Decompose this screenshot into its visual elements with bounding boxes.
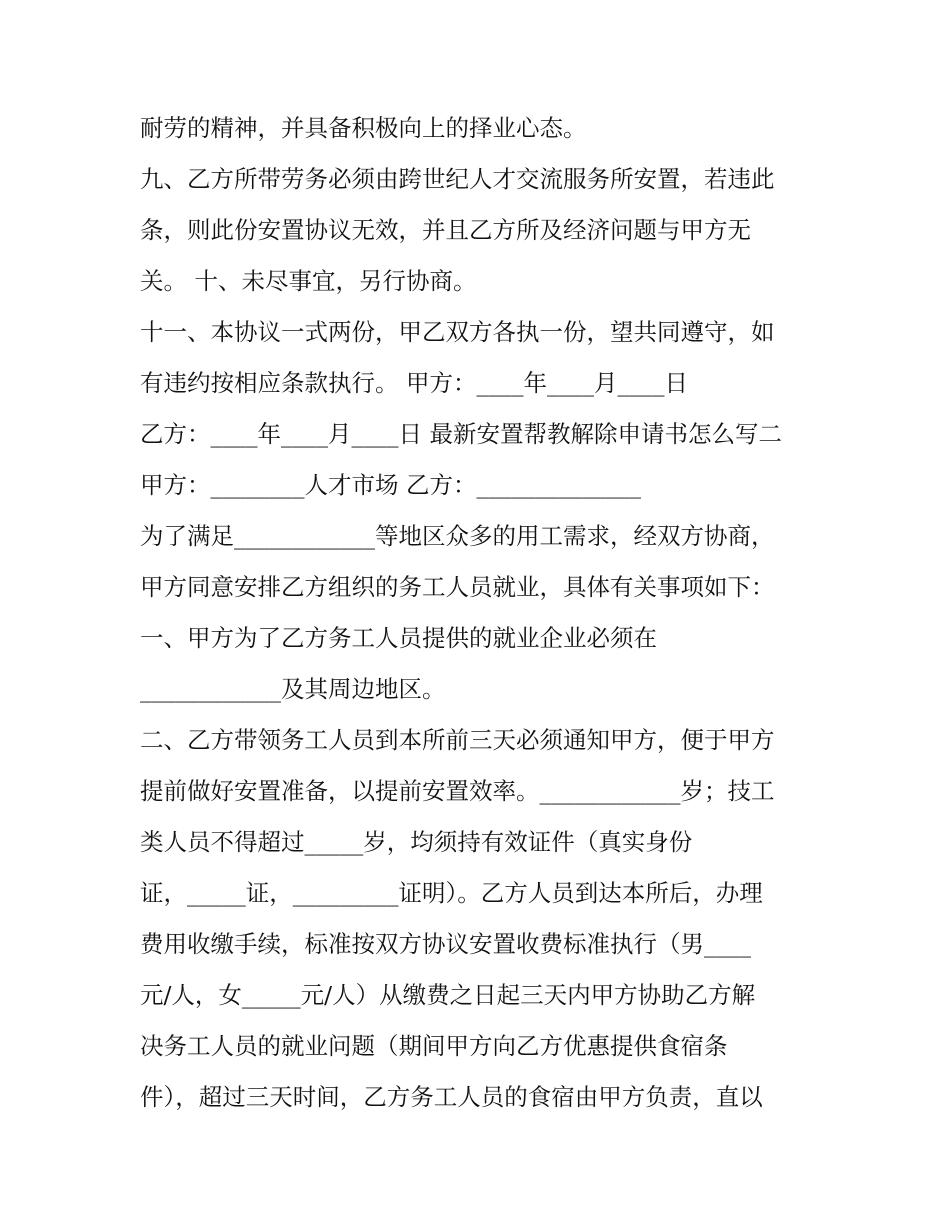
text-line: 九、乙方所带劳务必须由跨世纪人才交流服务所安置，若违此	[140, 165, 775, 193]
document-body	[140, 103, 830, 1123]
text-line: 决务工人员的就业问题（期间甲方向乙方优惠提供食宿条	[140, 1032, 728, 1060]
text-line: 甲方：________人才市场 乙方：______________	[140, 471, 641, 499]
text-line: 元/人，女_____元/人）从缴费之日起三天内甲方协助乙方解	[140, 981, 756, 1009]
text-line: ____________及其周边地区。	[140, 675, 446, 703]
text-line: 一、甲方为了乙方务工人员提供的就业企业必须在	[140, 624, 657, 652]
text-line: 为了满足____________等地区众多的用工需求，经双方协商，	[140, 522, 775, 550]
text-line: 耐劳的精神，并具备积极向上的择业心态。	[140, 114, 587, 142]
text-line: 二、乙方带领务工人员到本所前三天必须通知甲方，便于甲方	[140, 726, 775, 754]
text-line: 提前做好安置准备，以提前安置效率。____________岁；技工	[140, 777, 775, 805]
text-line: 甲方同意安排乙方组织的务工人员就业，具体有关事项如下：	[140, 573, 775, 601]
text-line: 条，则此份安置协议无效，并且乙方所及经济问题与甲方无	[140, 216, 751, 244]
text-line: 有违约按相应条款执行。 甲方：____年____月____日	[140, 369, 688, 397]
text-line: 十一、本协议一式两份，甲乙双方各执一份，望共同遵守，如	[140, 318, 775, 346]
text-line: 乙方：____年____月____日 最新安置帮教解除申请书怎么写二	[140, 420, 782, 448]
text-line: 费用收缴手续，标准按双方协议安置收费标准执行（男____	[140, 930, 751, 958]
text-line: 件），超过三天时间，乙方务工人员的食宿由甲方负责，直以	[140, 1083, 763, 1111]
text-line: 证，_____证，_________证明）。乙方人员到达本所后，办理	[140, 879, 763, 907]
text-line: 关。 十、未尽事宜，另行协商。	[140, 267, 477, 295]
text-line: 类人员不得超过_____岁，均须持有效证件（真实身份	[140, 828, 693, 856]
